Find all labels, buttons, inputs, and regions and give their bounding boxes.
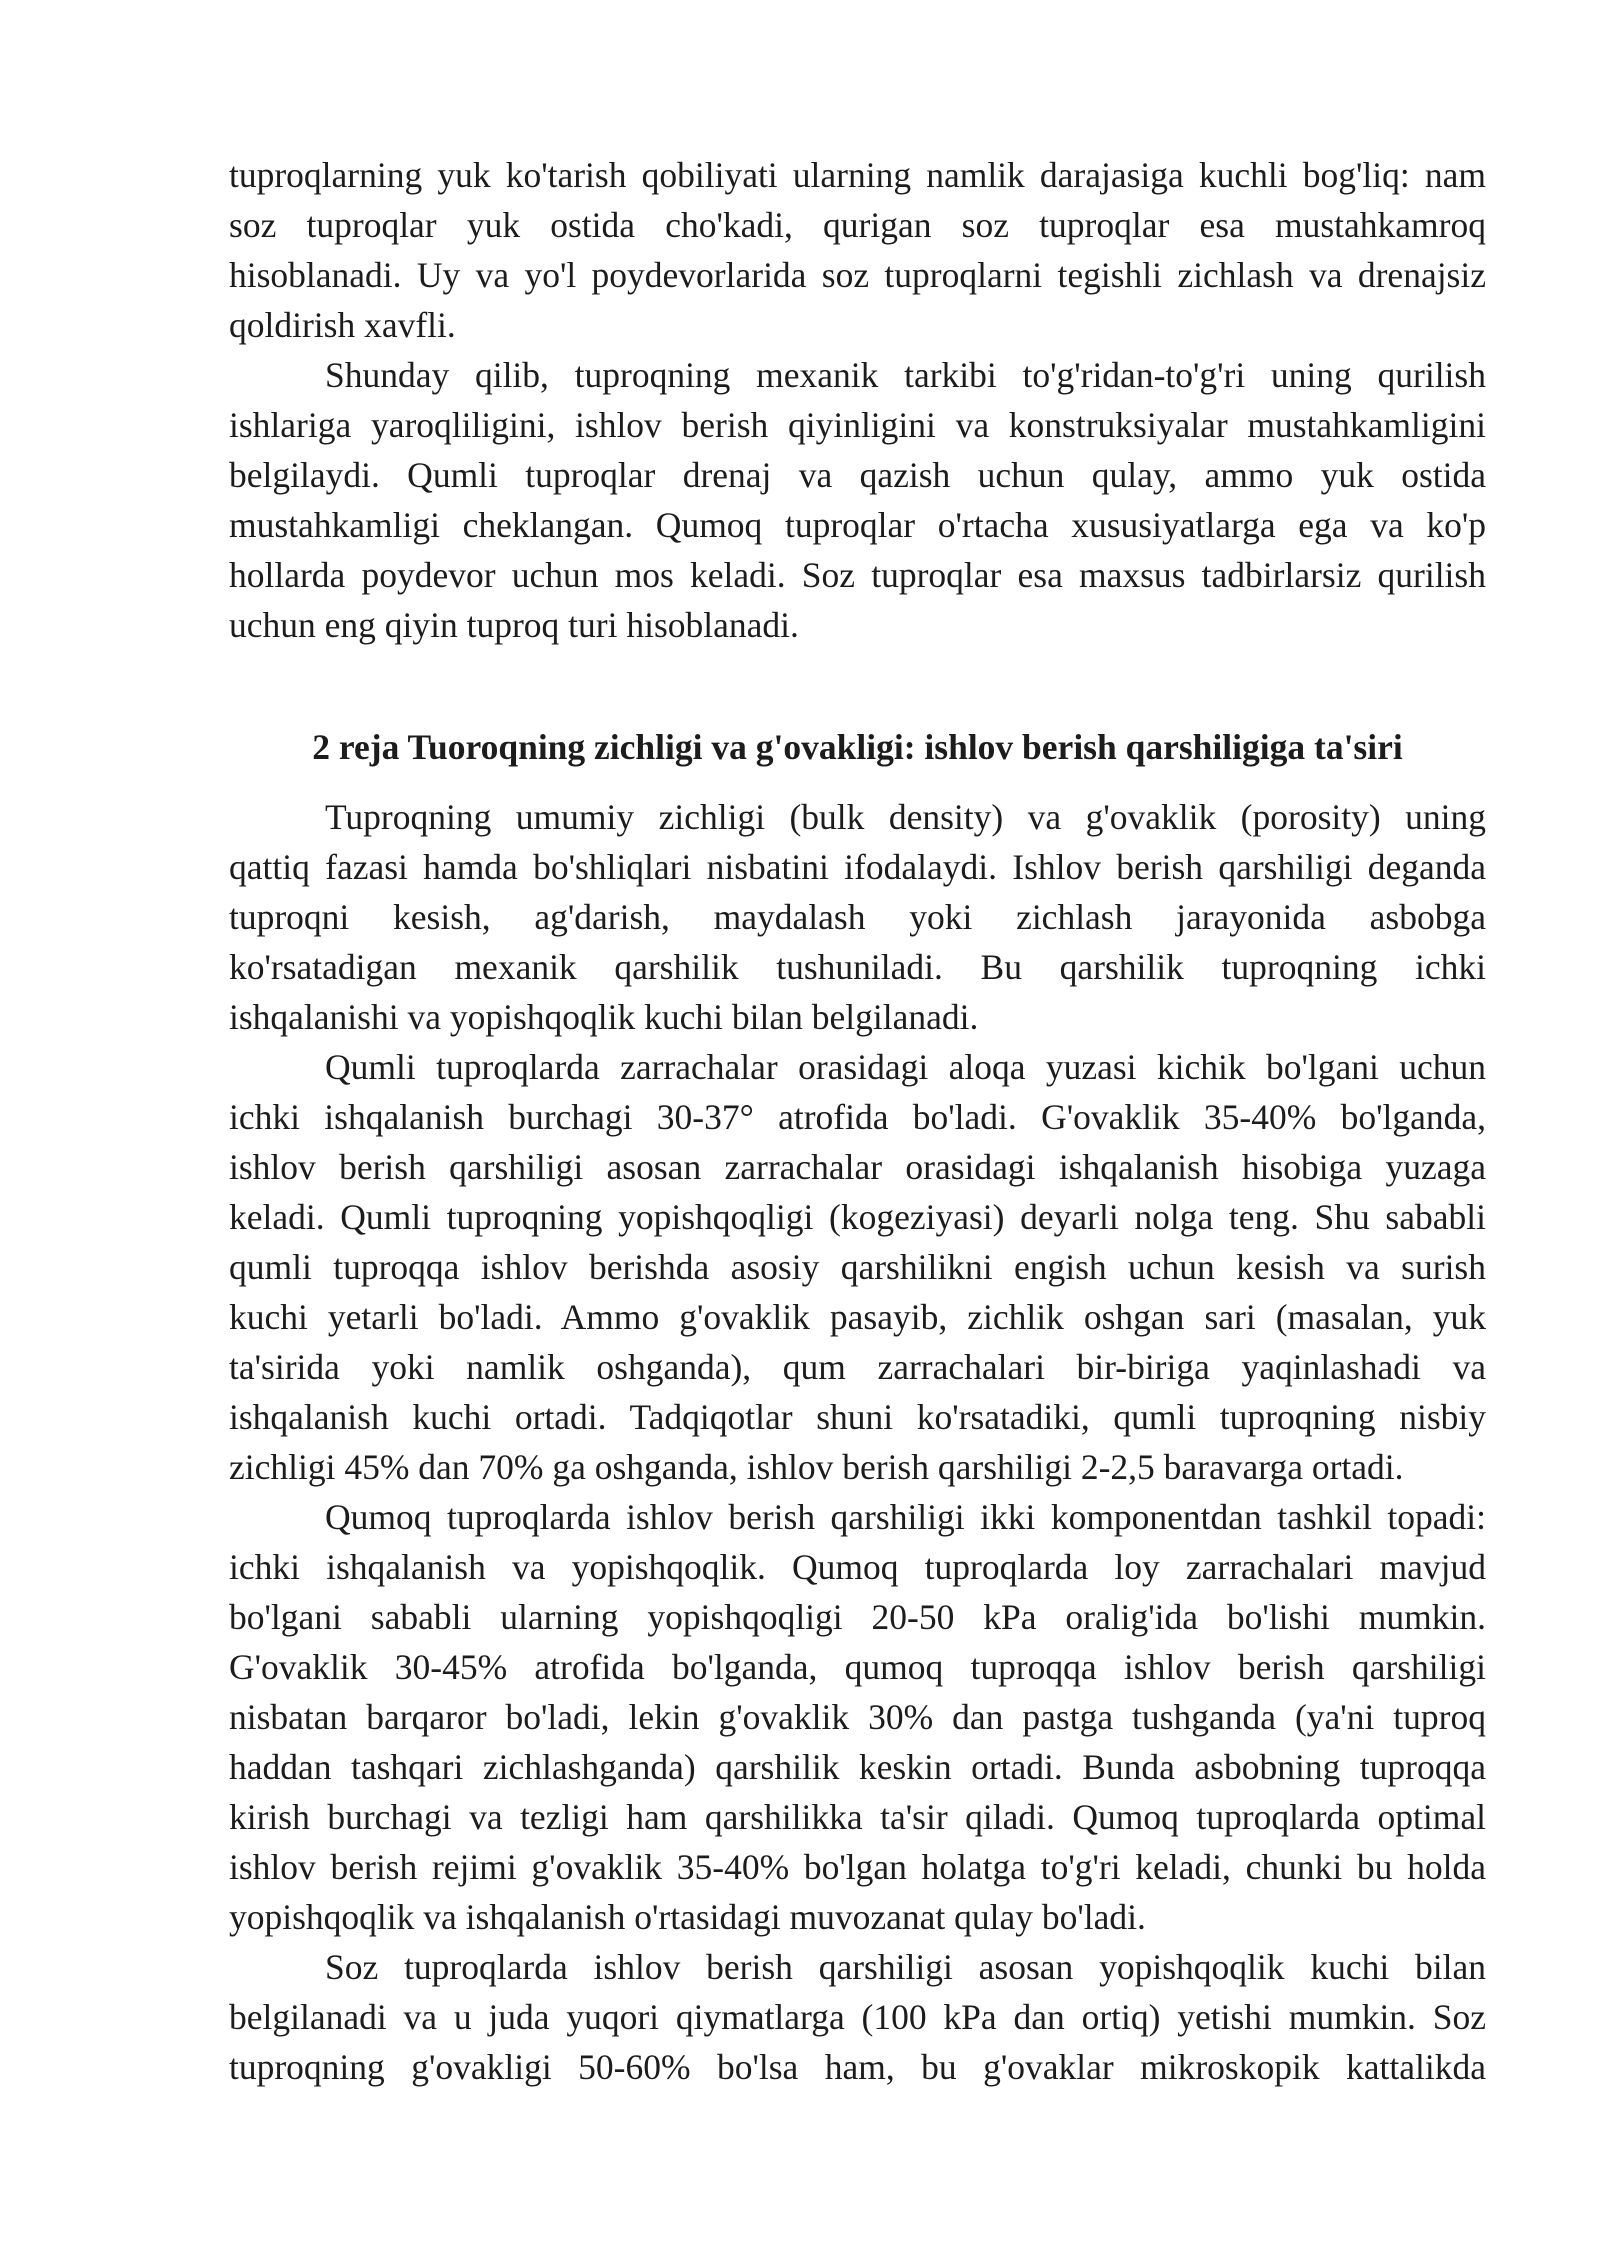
text-line: tuproqning g'ovakligi 50-60% bo'lsa ham, bu g'ovaklar mikroskopik kattalikda: [229, 2047, 1486, 2087]
text-line: ichki ishqalanish va yopishqoqlik. Qumoq tuproqlarda loy zarrachalari mavjud: [229, 1547, 1486, 1587]
text-line: Tuproqning umumiy zichligi (bulk density) va g'ovaklik (porosity) uning: [325, 797, 1486, 837]
text-line: Qumli tuproqlarda zarrachalar orasidagi aloqa yuzasi kichik bo'lgani uchun: [325, 1047, 1486, 1087]
text-line: mustahkamligi cheklangan. Qumoq tuproqlar o'rtacha xususiyatlarga ega va ko'p: [229, 505, 1486, 545]
text-line: ko'rsatadigan mexanik qarshilik tushuniladi. Bu qarshilik tuproqning ichki: [229, 947, 1486, 987]
section-heading: 2 reja Tuoroqning zichligi va g'ovakligi: ishlov berish qarshiligiga ta'siri: [312, 727, 1403, 767]
text-line: Qumoq tuproqlarda ishlov berish qarshiligi ikki komponentdan tashkil topadi:: [325, 1497, 1486, 1537]
text-line: haddan tashqari zichlashganda) qarshilik keskin ortadi. Bunda asbobning tuproqqa: [229, 1747, 1486, 1787]
text-line: qumli tuproqqa ishlov berishda asosiy qarshilikni engish uchun kesish va surish: [229, 1247, 1486, 1287]
text-line: ta'sirida yoki namlik oshganda), qum zarrachalari bir-biriga yaqinlashadi va: [229, 1347, 1486, 1387]
text-line: Shunday qilib, tuproqning mexanik tarkibi to'g'ridan-to'g'ri uning qurilish: [325, 355, 1486, 395]
text-line: hisoblanadi. Uy va yo'l poydevorlarida soz tuproqlarni tegishli zichlash va drenajsiz: [229, 255, 1486, 295]
text-line: ishlariga yaroqliligini, ishlov berish qiyinligini va konstruksiyalar mustahkamligini: [229, 405, 1486, 445]
text-line: nisbatan barqaror bo'ladi, lekin g'ovaklik 30% dan pastga tushganda (ya'ni tuproq: [229, 1697, 1486, 1737]
text-line: kirish burchagi va tezligi ham qarshilikka ta'sir qiladi. Qumoq tuproqlarda optimal: [229, 1797, 1486, 1837]
text-line: tuproqlarning yuk ko'tarish qobiliyati ularning namlik darajasiga kuchli bog'liq: nam: [229, 155, 1486, 195]
text-line: ishqalanishi va yopishqoqlik kuchi bilan belgilanadi.: [229, 997, 979, 1037]
text-line: uchun eng qiyin tuproq turi hisoblanadi.: [229, 605, 799, 645]
text-line: ichki ishqalanish burchagi 30-37° atrofida bo'ladi. G'ovaklik 35-40% bo'lganda,: [229, 1097, 1486, 1137]
text-line: soz tuproqlar yuk ostida cho'kadi, qurigan soz tuproqlar esa mustahkamroq: [229, 205, 1486, 245]
text-line: hollarda poydevor uchun mos keladi. Soz tuproqlar esa maxsus tadbirlarsiz qurilish: [229, 555, 1486, 595]
text-line: bo'lgani sababli ularning yopishqoqligi 20-50 kPa oralig'ida bo'lishi mumkin.: [229, 1597, 1486, 1637]
text-line: qoldirish xavfli.: [229, 305, 456, 345]
text-line: yopishqoqlik va ishqalanish o'rtasidagi muvozanat qulay bo'ladi.: [229, 1897, 1146, 1937]
text-line: Soz tuproqlarda ishlov berish qarshiligi asosan yopishqoqlik kuchi bilan: [325, 1947, 1486, 1987]
text-line: ishqalanish kuchi ortadi. Tadqiqotlar shuni ko'rsatadiki, qumli tuproqning nisbiy: [229, 1397, 1486, 1437]
text-line: tuproqni kesish, ag'darish, maydalash yoki zichlash jarayonida asbobga: [229, 897, 1486, 937]
text-line: belgilaydi. Qumli tuproqlar drenaj va qazish uchun qulay, ammo yuk ostida: [229, 455, 1486, 495]
text-line: qattiq fazasi hamda bo'shliqlari nisbatini ifodalaydi. Ishlov berish qarshiligi deganda: [229, 847, 1486, 887]
text-line: ishlov berish rejimi g'ovaklik 35-40% bo'lgan holatga to'g'ri keladi, chunki bu holda: [229, 1847, 1486, 1887]
text-line: belgilanadi va u juda yuqori qiymatlarga (100 kPa dan ortiq) yetishi mumkin. Soz: [229, 1997, 1486, 2037]
text-line: keladi. Qumli tuproqning yopishqoqligi (kogeziyasi) deyarli nolga teng. Shu sababli: [229, 1197, 1486, 1237]
text-line: zichligi 45% dan 70% ga oshganda, ishlov berish qarshiligi 2-2,5 baravarga ortadi.: [229, 1447, 1404, 1487]
text-line: ishlov berish qarshiligi asosan zarrachalar orasidagi ishqalanish hisobiga yuzaga: [229, 1147, 1486, 1187]
text-line: G'ovaklik 30-45% atrofida bo'lganda, qumoq tuproqqa ishlov berish qarshiligi: [229, 1647, 1486, 1687]
text-line: kuchi yetarli bo'ladi. Ammo g'ovaklik pasayib, zichlik oshgan sari (masalan, yuk: [229, 1297, 1486, 1337]
